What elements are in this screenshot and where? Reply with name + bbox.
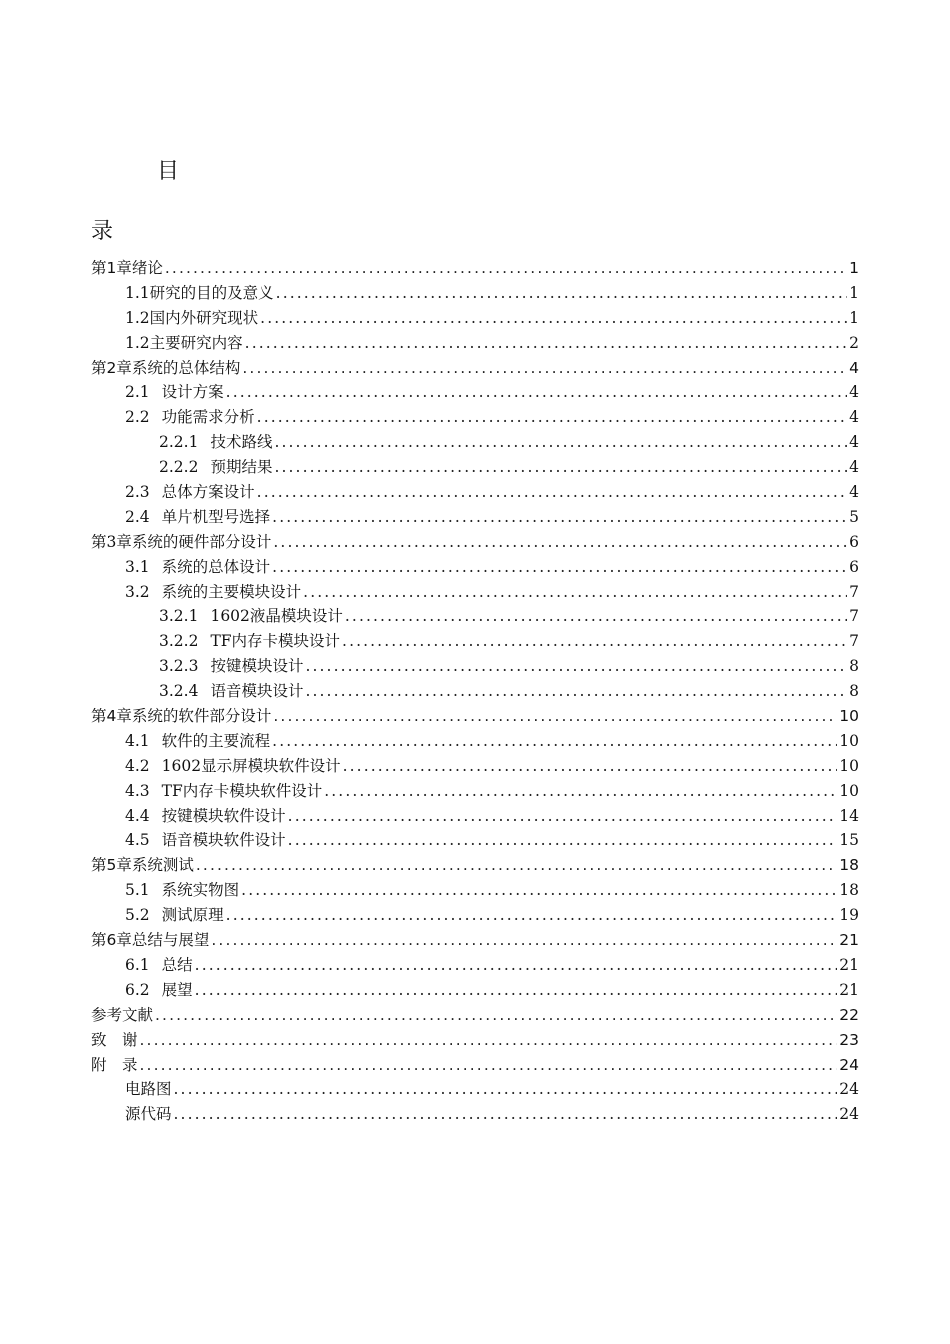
toc-page-number: 14: [839, 806, 859, 825]
toc-dot-leader: [343, 754, 838, 779]
toc-page-number: 2: [849, 333, 859, 352]
toc-entry[interactable]: [91, 978, 859, 1003]
toc-entry-number: 6.2: [125, 980, 150, 999]
toc-entry[interactable]: [91, 654, 859, 679]
toc-entry[interactable]: [91, 480, 859, 505]
toc-entry-number: 1.1: [125, 283, 150, 302]
toc-page-number: 4: [849, 358, 859, 377]
toc-page-number: 6: [849, 532, 859, 551]
toc-entry[interactable]: [91, 405, 859, 430]
toc-page-number: 18: [839, 856, 859, 875]
toc-dot-leader: [345, 604, 847, 629]
toc-entry-number: 2.3: [125, 483, 150, 502]
toc-dot-leader: [257, 405, 847, 430]
toc-entry[interactable]: [91, 1053, 859, 1078]
toc-entry-title: 研究的目的及意义: [149, 283, 274, 302]
toc-entry-title: 主要研究内容: [149, 333, 243, 352]
toc-page-number: 5: [849, 507, 859, 526]
toc-entry[interactable]: [91, 505, 859, 530]
toc-entry[interactable]: [91, 555, 859, 580]
toc-page-number: 21: [839, 955, 859, 974]
toc-entry[interactable]: [91, 878, 859, 903]
toc-entry[interactable]: [91, 306, 859, 331]
toc-entry[interactable]: [91, 1003, 859, 1028]
toc-dot-leader: [273, 530, 847, 555]
toc-page-number: 7: [849, 632, 859, 651]
toc-entry-number: 3.2.1: [159, 607, 199, 626]
toc-entry[interactable]: [91, 679, 859, 704]
toc-page-number: 24: [839, 1055, 859, 1074]
toc-entry-title: 语音模块设计: [210, 682, 304, 701]
toc-title-char-2: 录: [91, 219, 114, 244]
toc-entry-title: 致 谢: [91, 1030, 138, 1049]
toc-entry[interactable]: [91, 903, 859, 928]
toc-entry-title: 系统的总体设计: [161, 557, 271, 576]
toc-entry[interactable]: [91, 331, 859, 356]
toc-entry-number: 4.4: [125, 806, 150, 825]
toc-entry[interactable]: [91, 1102, 859, 1127]
toc-dot-leader: [303, 580, 847, 605]
toc-dot-leader: [272, 505, 847, 530]
toc-page-number: 4: [849, 433, 859, 452]
toc-entry[interactable]: [91, 853, 859, 878]
toc-entry-number: 3.2.2: [159, 632, 199, 651]
toc-entry[interactable]: [91, 754, 859, 779]
toc-entry-number: 2.4: [125, 507, 150, 526]
toc-page-number: 10: [839, 731, 859, 750]
toc-entry-number: 1.2: [125, 308, 150, 327]
toc-page-number: 23: [839, 1030, 859, 1049]
toc-entry-number: 3.2.4: [159, 682, 199, 701]
toc-entry[interactable]: [91, 281, 859, 306]
toc-dot-leader: [241, 878, 837, 903]
toc-entry[interactable]: [91, 455, 859, 480]
toc-page-number: 24: [839, 1080, 859, 1099]
toc-dot-leader: [276, 281, 847, 306]
toc-dot-leader: [211, 928, 837, 953]
toc-entry[interactable]: [91, 928, 859, 953]
toc-entry-title: 电路图: [125, 1080, 172, 1099]
toc-page-number: 18: [839, 881, 859, 900]
toc-entry-title: 附 录: [91, 1055, 138, 1074]
toc-entry-title: 1602显示屏模块软件设计: [161, 756, 341, 775]
toc-entry-number: 4.5: [125, 831, 150, 850]
toc-dot-leader: [195, 978, 838, 1003]
toc-entry-number: 3.2.3: [159, 657, 199, 676]
toc-entry-title: 1602液晶模块设计: [210, 607, 343, 626]
toc-page-number: 21: [839, 931, 859, 950]
toc-entry-number: 第6章: [91, 931, 132, 950]
toc-dot-leader: [272, 555, 847, 580]
toc-page-number: 1: [849, 283, 859, 302]
toc-entry[interactable]: [91, 380, 859, 405]
toc-entry[interactable]: [91, 1077, 859, 1102]
toc-entry-number: 第1章: [91, 259, 132, 277]
toc-page-number: 22: [839, 1005, 859, 1024]
toc-entry[interactable]: [91, 530, 859, 555]
toc-entry-number: 第3章: [91, 532, 132, 551]
toc-entry-title: 系统的硬件部分设计: [131, 532, 272, 551]
toc-page-number: 8: [849, 657, 859, 676]
toc-dot-leader: [174, 1102, 838, 1127]
toc-dot-leader: [305, 679, 847, 704]
toc-entry-number: 2.2: [125, 408, 150, 427]
toc-dot-leader: [195, 953, 838, 978]
toc-entry[interactable]: [91, 729, 859, 754]
toc-entry-title: 按键模块软件设计: [161, 806, 286, 825]
toc-entry[interactable]: [91, 256, 859, 281]
toc-page-number: 19: [839, 906, 859, 925]
toc-dot-leader: [273, 704, 837, 729]
toc-dot-leader: [196, 853, 837, 878]
table-of-contents: [91, 256, 859, 1127]
toc-dot-leader: [226, 903, 838, 928]
toc-entry[interactable]: [91, 779, 859, 804]
toc-entry-title: 总结: [161, 955, 193, 974]
toc-page-number: 10: [839, 707, 859, 726]
toc-entry[interactable]: [91, 430, 859, 455]
toc-entry-number: 第2章: [91, 358, 132, 377]
toc-entry[interactable]: [91, 1028, 859, 1053]
toc-entry-number: 2.2.1: [159, 433, 199, 452]
toc-dot-leader: [165, 256, 847, 281]
toc-entry-title: 单片机型号选择: [161, 507, 271, 526]
toc-dot-leader: [257, 480, 847, 505]
toc-entry-number: 2.2.2: [159, 458, 199, 477]
toc-page-number: 1: [849, 259, 859, 277]
toc-dot-leader: [155, 1003, 837, 1028]
toc-dot-leader: [288, 828, 838, 853]
toc-entry-title: 语音模块软件设计: [161, 831, 286, 850]
toc-entry-title: 系统实物图: [161, 881, 240, 900]
toc-entry-title: TF内存卡模块设计: [210, 632, 341, 651]
toc-entry-number: 3.2: [125, 582, 150, 601]
toc-dot-leader: [272, 729, 837, 754]
toc-page-number: 10: [839, 756, 859, 775]
toc-title-char-1: 目: [157, 159, 180, 184]
toc-page-number: 4: [849, 483, 859, 502]
toc-page-number: 4: [849, 458, 859, 477]
toc-entry[interactable]: [91, 704, 859, 729]
toc-entry-title: 软件的主要流程: [161, 731, 271, 750]
toc-entry-title: 展望: [161, 980, 193, 999]
toc-entry-number: 1.2: [125, 333, 150, 352]
toc-entry-number: 2.1: [125, 383, 150, 402]
toc-page-number: 1: [849, 308, 859, 327]
toc-entry[interactable]: [91, 828, 859, 853]
toc-entry-title: 系统的软件部分设计: [131, 707, 272, 726]
toc-entry[interactable]: [91, 804, 859, 829]
toc-entry-title: 源代码: [125, 1105, 172, 1124]
toc-entry-number: 4.3: [125, 781, 150, 800]
toc-entry-title: 设计方案: [161, 383, 224, 402]
toc-entry-number: 4.2: [125, 756, 150, 775]
toc-entry-number: 3.1: [125, 557, 150, 576]
toc-entry-title: 参考文献: [91, 1005, 154, 1024]
toc-dot-leader: [140, 1053, 838, 1078]
toc-dot-leader: [245, 331, 847, 356]
toc-page-number: 7: [849, 582, 859, 601]
toc-entry-title: 功能需求分析: [161, 408, 255, 427]
toc-entry-title: 预期结果: [210, 458, 273, 477]
toc-entry-title: 系统测试: [131, 856, 194, 875]
toc-entry-title: 总结与展望: [131, 931, 210, 950]
toc-entry[interactable]: [91, 604, 859, 629]
toc-entry-title: 总体方案设计: [161, 483, 255, 502]
toc-page-number: 4: [849, 383, 859, 402]
toc-entry-title: 测试原理: [161, 906, 224, 925]
toc-page-number: 15: [839, 831, 859, 850]
toc-entry-number: 5.1: [125, 881, 150, 900]
toc-page-number: 8: [849, 682, 859, 701]
toc-entry-title: 按键模块设计: [210, 657, 304, 676]
toc-entry-number: 第4章: [91, 707, 132, 726]
toc-page-number: 7: [849, 607, 859, 626]
toc-page-number: 10: [839, 781, 859, 800]
toc-dot-leader: [174, 1077, 838, 1102]
toc-page-number: 21: [839, 980, 859, 999]
toc-entry[interactable]: [91, 629, 859, 654]
toc-page-number: 6: [849, 557, 859, 576]
toc-dot-leader: [305, 654, 847, 679]
toc-entry-title: 系统的主要模块设计: [161, 582, 302, 601]
toc-entry-title: 国内外研究现状: [149, 308, 259, 327]
toc-entry-number: 6.1: [125, 955, 150, 974]
toc-page-number: 24: [839, 1105, 859, 1124]
toc-dot-leader: [274, 455, 847, 480]
toc-entry-title: 绪论: [131, 259, 163, 277]
toc-entry-number: 5.2: [125, 906, 150, 925]
toc-entry-number: 第5章: [91, 856, 132, 875]
toc-entry-title: TF内存卡模块软件设计: [161, 781, 323, 800]
toc-dot-leader: [242, 356, 847, 381]
toc-page-number: 4: [849, 408, 859, 427]
toc-dot-leader: [288, 804, 838, 829]
toc-dot-leader: [274, 430, 847, 455]
toc-entry-title: 技术路线: [210, 433, 273, 452]
toc-dot-leader: [342, 629, 847, 654]
toc-entry[interactable]: [91, 356, 859, 381]
toc-dot-leader: [140, 1028, 838, 1053]
toc-entry-title: 系统的总体结构: [131, 358, 241, 377]
toc-dot-leader: [260, 306, 847, 331]
toc-dot-leader: [226, 380, 847, 405]
toc-dot-leader: [324, 779, 837, 804]
toc-entry[interactable]: [91, 953, 859, 978]
toc-entry[interactable]: [91, 580, 859, 605]
toc-entry-number: 4.1: [125, 731, 150, 750]
